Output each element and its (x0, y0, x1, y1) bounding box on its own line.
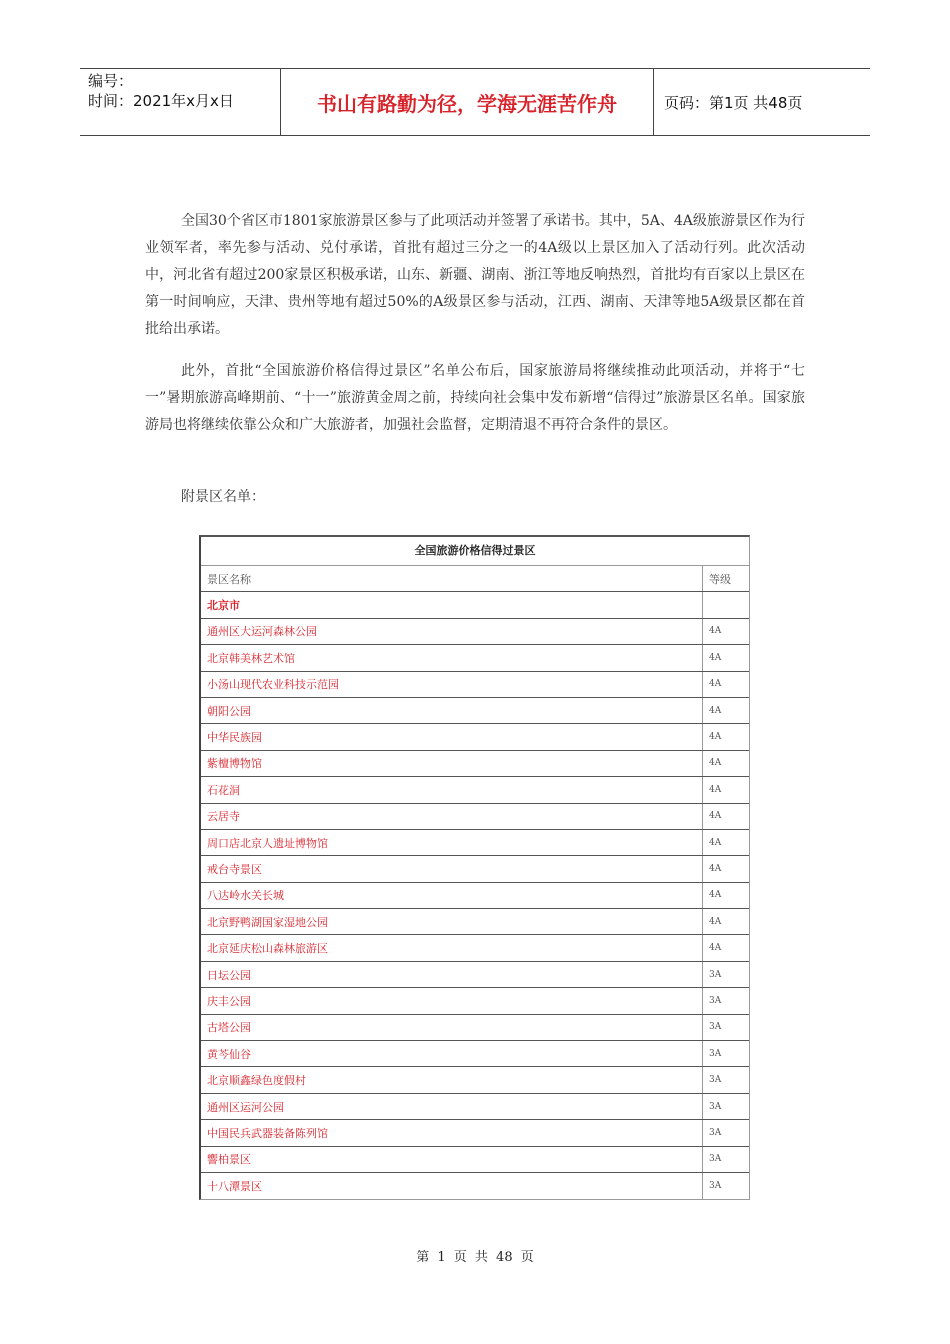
table-row (201, 1015, 749, 1041)
scenic-spot-name[interactable]: 云居寺 (201, 804, 703, 829)
scenic-spot-name[interactable]: 石花洞 (201, 777, 703, 802)
scenic-spot-level: 4A (709, 784, 722, 795)
scenic-spot-level: 4A (709, 652, 722, 663)
table-row (201, 777, 749, 803)
table-row (201, 1067, 749, 1093)
table-row (201, 830, 749, 856)
scenic-spot-level: 4A (709, 837, 722, 848)
table-row (201, 724, 749, 750)
table-row (201, 619, 749, 645)
table-row (201, 1120, 749, 1146)
scenic-spot-level: 4A (709, 626, 722, 637)
scenic-spot-level: 4A (709, 758, 722, 769)
table-title: 全国旅游价格信得过景区 (201, 537, 749, 566)
table-row (201, 804, 749, 830)
page-footer: 第 1 页 共 48 页 (416, 1250, 534, 1265)
scenic-spot-table (199, 535, 750, 1200)
table-row (201, 698, 749, 724)
scenic-spot-level: 4A (709, 916, 722, 927)
scenic-spot-name[interactable]: 十八潭景区 (201, 1173, 703, 1199)
region-name: 北京市 (201, 592, 703, 617)
scenic-spot-name[interactable]: 戒台寺景区 (201, 856, 703, 881)
scenic-spot-level: 3A (709, 1022, 722, 1033)
scenic-spot-level: 4A (709, 705, 722, 716)
table-row (201, 1173, 749, 1199)
table-row (201, 909, 749, 935)
scenic-spot-level: 3A (709, 1075, 722, 1086)
scenic-spot-name[interactable]: 中华民族园 (201, 724, 703, 749)
scenic-spot-name[interactable]: 黄芩仙谷 (201, 1041, 703, 1066)
scenic-spot-name[interactable]: 中国民兵武器装备陈列馆 (201, 1120, 703, 1145)
scenic-spot-name[interactable]: 朝阳公园 (201, 698, 703, 723)
paragraph-2: 此外，首批“全国旅游价格信得过景区”名单公布后，国家旅游局将继续推动此项活动，并将于“七一”暑期旅游高峰期前、“十一”旅游黄金周之前，持续向社会集中发布新增“信得过”旅游景区名单。国家旅游局也将继续依靠公众和广大旅游者，加强社会监督，定期清退不再符合条件的景区。 (145, 363, 805, 433)
scenic-spot-name[interactable]: 古塔公园 (201, 1015, 703, 1040)
table-header-row (201, 566, 749, 592)
document-header (80, 68, 870, 136)
scenic-spot-level: 3A (709, 995, 722, 1006)
scenic-spot-level: 4A (709, 679, 722, 690)
table-row (201, 672, 749, 698)
scenic-spot-name[interactable]: 北京野鸭湖国家湿地公园 (201, 909, 703, 934)
column-header-level: 等级 (709, 572, 731, 586)
scenic-spot-level: 4A (709, 732, 722, 743)
scenic-spot-level: 3A (709, 1154, 722, 1165)
table-row (201, 1094, 749, 1120)
paragraph-1: 全国30个省区市1801家旅游景区参与了此项活动并签署了承诺书。其中，5A、4A级旅游景区作为行业领军者，率先参与活动、兑付承诺，首批有超过三分之一的4A级以上景区加入了活动行列。此次活动中，河北省有超过200家景区积极承诺，山东、新疆、湖南、浙江等地反响热烈，首批均有百家以上景区在第一时间响应，天津、贵州等地有超过50%的A级景区参与活动，江西、湖南、天津等地5A级景区都在首批给出承诺。 (145, 213, 805, 337)
number-label: 编号： (88, 72, 134, 90)
scenic-spot-name[interactable]: 響柏景区 (201, 1147, 703, 1172)
table-row (201, 962, 749, 988)
scenic-spot-level: 3A (709, 1101, 722, 1112)
region-row (201, 592, 749, 618)
scenic-spot-name[interactable]: 日坛公园 (201, 962, 703, 987)
scenic-spot-level: 3A (709, 1048, 722, 1059)
scenic-spot-name[interactable]: 八达岭水关长城 (201, 883, 703, 908)
scenic-spot-name[interactable]: 庆丰公园 (201, 988, 703, 1013)
scenic-spot-name[interactable]: 紫檀博物馆 (201, 751, 703, 776)
scenic-spot-level: 4A (709, 863, 722, 874)
scenic-spot-level: 4A (709, 890, 722, 901)
table-row (201, 1147, 749, 1173)
scenic-spot-level: 4A (709, 811, 722, 822)
table-row (201, 645, 749, 671)
table-row (201, 751, 749, 777)
scenic-spot-level: 3A (709, 1127, 722, 1138)
table-body (201, 619, 749, 1200)
region-level-cell (703, 592, 749, 617)
table-row (201, 856, 749, 882)
scenic-spot-name[interactable]: 周口店北京人遗址博物馆 (201, 830, 703, 855)
header-page-info: 页码：第1页 共48页 (664, 93, 803, 112)
scenic-spot-level: 3A (709, 969, 722, 980)
scenic-spot-name[interactable]: 北京顺鑫绿色度假村 (201, 1067, 703, 1092)
table-row (201, 988, 749, 1014)
attachment-label: 附景区名单： (181, 489, 265, 505)
table-row (201, 883, 749, 909)
date-label: 时间：2021年x月x日 (88, 92, 234, 110)
header-meta (80, 69, 281, 135)
header-motto: 书山有路勤为径，学海无涯苦作舟 (281, 69, 654, 135)
scenic-spot-name[interactable]: 通州区运河公园 (201, 1094, 703, 1119)
scenic-spot-name[interactable]: 通州区大运河森林公园 (201, 619, 703, 644)
table-row (201, 1041, 749, 1067)
scenic-spot-level: 4A (709, 943, 722, 954)
scenic-spot-name[interactable]: 北京延庆松山森林旅游区 (201, 935, 703, 960)
scenic-spot-name[interactable]: 小汤山现代农业科技示范园 (201, 672, 703, 697)
column-header-name: 景区名称 (201, 566, 703, 591)
scenic-spot-name[interactable]: 北京韩美林艺术馆 (201, 645, 703, 670)
scenic-spot-level: 3A (709, 1181, 722, 1192)
table-row (201, 935, 749, 961)
